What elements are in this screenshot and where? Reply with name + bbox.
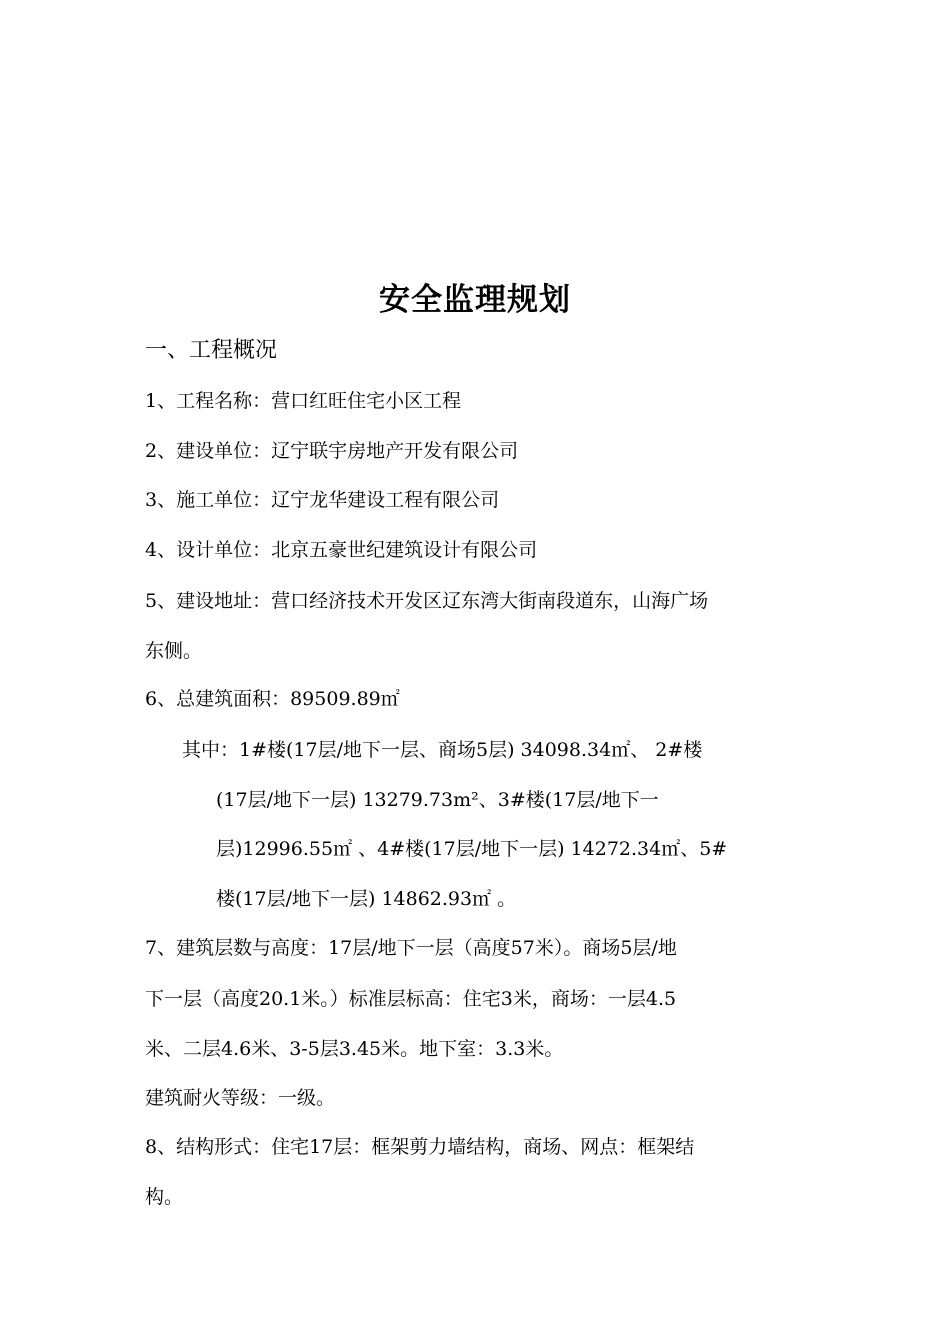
building-area-detail-line: 楼(17层/地下一层) 14862.93㎡ 。	[216, 888, 517, 910]
structure-type-line: 8、结构形式：住宅17层：框架剪力墙结构，商场、网点：框架结	[145, 1136, 695, 1158]
project-name-line: 1、工程名称：营口红旺住宅小区工程	[145, 390, 462, 412]
design-unit-line: 4、设计单位：北京五豪世纪建筑设计有限公司	[145, 539, 538, 561]
building-area-detail-line: (17层/地下一层) 13279.73m²、3#楼(17层/地下一	[216, 789, 659, 811]
site-address-line: 5、建设地址：营口经济技术开发区辽东湾大街南段道东，山海广场	[145, 590, 709, 612]
site-address-line-continued: 东侧。	[145, 640, 203, 662]
floors-height-line: 7、建筑层数与高度：17层/地下一层（高度57米）。商场5层/地	[145, 937, 677, 959]
building-area-detail-line: 层)12996.55㎡ 、4#楼(17层/地下一层) 14272.34㎡、5#	[216, 838, 728, 860]
document-title: 安全监理规划	[379, 282, 571, 318]
section-heading: 一、工程概况	[145, 338, 278, 363]
structure-type-line-continued: 构。	[145, 1186, 184, 1208]
building-area-detail-line: 其中：1#楼(17层/地下一层、商场5层) 34098.34㎡、 2#楼	[182, 739, 703, 761]
contractor-unit-line: 3、施工单位：辽宁龙华建设工程有限公司	[145, 489, 500, 511]
owner-unit-line: 2、建设单位：辽宁联宇房地产开发有限公司	[145, 440, 519, 462]
total-area-line: 6、总建筑面积：89509.89㎡	[145, 688, 400, 710]
fire-rating-line: 建筑耐火等级：一级。	[145, 1087, 336, 1109]
floors-height-line-continued: 下一层（高度20.1米。）标准层标高：住宅3米，商场：一层4.5	[145, 988, 677, 1010]
floors-height-line-continued: 米、二层4.6米、3-5层3.45米。地下室：3.3米。	[145, 1038, 564, 1060]
